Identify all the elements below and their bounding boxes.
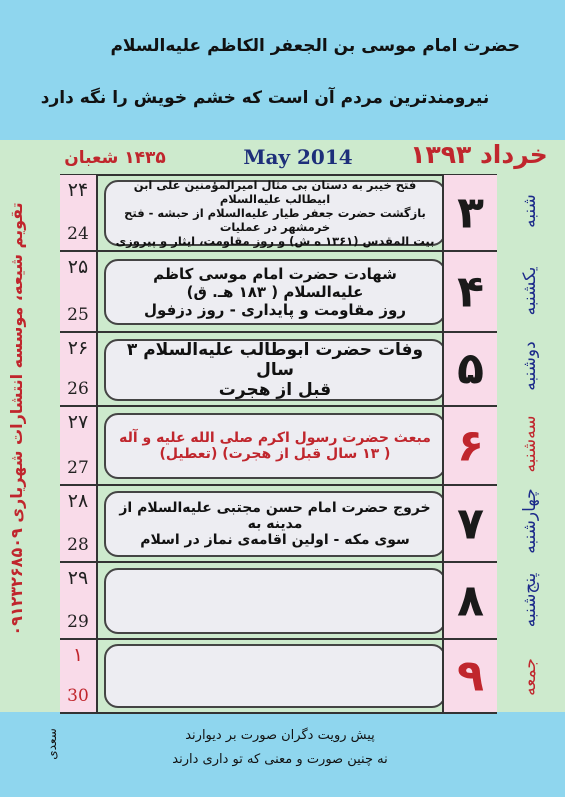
shamsi-date: ۶ [457, 420, 484, 471]
hijri-date: ۲۶ [67, 337, 89, 359]
event-line: وفات حضرت ابوطالب علیه‌السلام ۳ سال [126, 340, 424, 380]
gregorian-date: 25 [67, 305, 89, 325]
poem-line-2: نه چنین صورت و معنی که تو داری دارند [172, 752, 388, 767]
event-box-empty [104, 568, 446, 634]
hijri-date: ۲۹ [67, 567, 89, 589]
event-line: قبل از هجرت [218, 380, 332, 400]
shamsi-date: ۴ [457, 266, 484, 317]
shamsi-date: ۸ [457, 575, 484, 626]
event-line: مبعث حضرت رسول اکرم صلی الله علیه و آله [119, 430, 431, 446]
event-line: بازگشت حضرت جعفر طیار علیه‌السلام از حبشه - فتح خرمشهر در عملیات [124, 206, 426, 234]
row-divider [60, 638, 497, 640]
event-box [104, 259, 446, 325]
weekday-saturday: شنبه [520, 194, 540, 228]
date-cell [60, 333, 98, 405]
weekday-wednesday: چهارشنبه [520, 488, 540, 554]
event-line: سوی مکه - اولین اقامه‌ی نماز در اسلام [140, 532, 410, 548]
shamsi-date-cell [442, 486, 497, 561]
row-divider [60, 561, 497, 563]
poet-name: سعدی [45, 728, 59, 760]
event-box [104, 180, 446, 246]
row-divider [60, 250, 497, 252]
shamsi-date-cell [442, 563, 497, 638]
date-cell [60, 640, 98, 712]
date-cell [60, 252, 98, 331]
event-line: فتح خیبر به دستان بی مثال امیرالمؤمنین علی ابن ابیطالب علیه‌السلام [133, 178, 417, 206]
event-line: خروج حضرت امام حسن مجتبی علیه‌السلام از مدینه به [119, 500, 431, 532]
gregorian-month-title: May 2014 [243, 145, 353, 169]
publisher-vertical-text: تقویم شیعه، موسسه انتشارات شهریاری ۰۹۱۲۳۲۶۸۵۰۹ [7, 202, 26, 636]
shamsi-date-cell [442, 175, 497, 250]
event-box [104, 413, 446, 479]
shamsi-date-cell [442, 333, 497, 405]
gregorian-date: 29 [67, 612, 89, 632]
gregorian-date: 30 [67, 686, 89, 706]
hijri-date: ۲۸ [67, 490, 89, 512]
hijri-date: ۲۷ [67, 411, 89, 433]
row-divider [60, 405, 497, 407]
weekday-tuesday: سه‌شنبه [520, 415, 540, 473]
row-divider [60, 331, 497, 333]
date-cell [60, 563, 98, 638]
event-line: ( ۱۳ سال قبل از هجرت) (تعطیل) [159, 446, 391, 462]
shamsi-date: ۳ [457, 187, 484, 238]
quote-attribution: حضرت امام موسی بن الجعفر الکاظم علیه‌السلام [110, 36, 520, 56]
shamsi-month-title: خرداد ۱۳۹۳ [410, 140, 548, 169]
weekday-thursday: پنج‌شنبه [520, 572, 540, 628]
gregorian-date: 28 [67, 535, 89, 555]
shamsi-date: ۵ [457, 343, 484, 395]
date-cell [60, 407, 98, 484]
poem-line-1: پیش رویت دگران صورت بر دیوارند [185, 728, 375, 743]
event-box [104, 339, 446, 401]
gregorian-date: 24 [67, 224, 89, 244]
gregorian-date: 27 [67, 458, 89, 478]
shamsi-date-cell [442, 407, 497, 484]
quote-text: نیرومندترین مردم آن است که خشم خویش را نگه دارد [40, 88, 490, 108]
event-line: بیت المقدس (۱۳۶۱ ه ش) و روز مقاومت، ایثار و پیروزی [115, 234, 435, 248]
date-cell [60, 486, 98, 561]
weekday-sunday: یکشنبه [520, 266, 540, 316]
hijri-date: ۲۵ [67, 256, 89, 278]
hijri-date: ۱ [72, 644, 84, 666]
weekday-monday: دوشنبه [520, 341, 540, 391]
row-divider [60, 484, 497, 486]
shamsi-date: ۷ [457, 498, 484, 549]
event-box [104, 491, 446, 557]
hijri-month-title: ۱۴۳۵ شعبان [64, 148, 166, 168]
date-cell [60, 175, 98, 250]
shamsi-date: ۹ [457, 650, 484, 702]
event-line: روز مقاومت و پایداری - روز دزفول [144, 301, 406, 319]
event-box-empty [104, 644, 446, 708]
shamsi-date-cell [442, 640, 497, 712]
gregorian-date: 26 [67, 379, 89, 399]
hijri-date: ۲۴ [67, 179, 89, 201]
shamsi-date-cell [442, 252, 497, 331]
weekday-friday: جمعه [520, 658, 540, 696]
event-line: شهادت حضرت امام موسی کاظم علیه‌السلام ( ۱۸۳ هـ. ق) [153, 265, 397, 301]
